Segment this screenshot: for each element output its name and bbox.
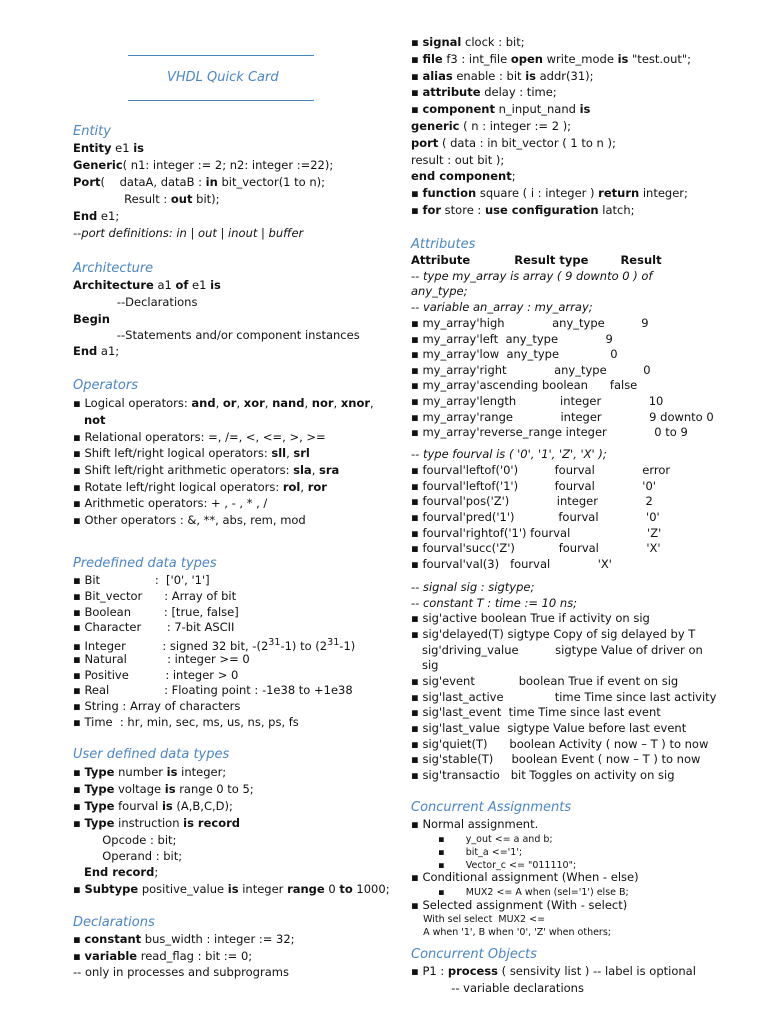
text-line: ▪ Logical operators: and, or, xor, nand, nor, xnor, [73, 396, 374, 410]
text-line: ▪ sig'last_value sigtype Value before last event [411, 721, 687, 735]
text-line: ▪ variable read_flag : bit := 0; [73, 949, 253, 963]
text-line: ▪ sig'transactio bit Toggles on activity on sig [411, 768, 675, 782]
text-line: ▪ Other operators : &, **, abs, rem, mod [73, 513, 306, 527]
text-line: ▪ Relational operators: =, /=, <, <=, >, >= [73, 430, 326, 444]
text-line: Generic( n1: integer := 2; n2: integer :=22); [73, 158, 334, 172]
text-line: ▪ fourval'succ('Z') fourval 'X' [411, 541, 661, 555]
text-line: End a1; [73, 344, 120, 358]
text-line: -- only in processes and subprograms [73, 965, 289, 979]
text-line: ▪ component n_input_nand is [411, 102, 591, 116]
text-line: ▪ MUX2 <= A when (sel='1') else B; [411, 887, 629, 898]
text-line: -- variable an_array : my_array; [411, 300, 593, 314]
text-line: Attribute Result type Result [411, 253, 662, 267]
text-line: ▪ my_array'low any_type 0 [411, 347, 618, 361]
text-line: A when '1', B when '0', 'Z' when others; [411, 927, 611, 938]
text-line: ▪ sig'last_event time Time since last event [411, 705, 661, 719]
section-heading: User defined data types [73, 747, 230, 762]
text-line: ▪ sig'delayed(T) sigtype Copy of sig delayed by T [411, 627, 696, 641]
text-line: ▪ Vector_c <= "011110"; [411, 860, 577, 871]
text-line: ▪ Real : Floating point : -1e38 to +1e38 [73, 683, 353, 697]
text-line: ▪ Shift left/right logical operators: sll, srl [73, 446, 310, 460]
text-line: ▪ Arithmetic operators: + , - , * , / [73, 496, 268, 510]
text-line: ▪ Bit : ['0', '1'] [73, 573, 210, 587]
text-line: ▪ Bit_vector : Array of bit [73, 589, 237, 603]
text-line: ▪ function square ( i : integer ) return integer; [411, 186, 688, 200]
text-line: ▪ Conditional assignment (When - else) [411, 870, 639, 884]
text-line: ▪ Boolean : [true, false] [73, 605, 239, 619]
text-line: result : out bit ); [411, 153, 505, 167]
text-line: ▪ my_array'left any_type 9 [411, 332, 613, 346]
text-line: --port definitions: in | out | inout | buffer [73, 226, 304, 240]
section-heading: Concurrent Assignments [411, 800, 572, 815]
text-line: end component; [411, 169, 516, 183]
text-line: ▪ Natural : integer >= 0 [73, 652, 250, 666]
text-line: ▪ fourval'pos('Z') integer 2 [411, 494, 653, 508]
text-line: ▪ my_array'length integer 10 [411, 394, 664, 408]
text-line: ▪ for store : use configuration latch; [411, 203, 635, 217]
section-heading: Predefined data types [73, 556, 217, 571]
text-line: Port( dataA, dataB : in bit_vector(1 to n); [73, 175, 326, 189]
text-line: generic ( n : integer := 2 ); [411, 119, 572, 133]
text-line: Architecture a1 of e1 is [73, 278, 221, 292]
text-line: -- type my_array is array ( 9 downto 0 ) of [411, 269, 653, 283]
text-line: ▪ fourval'leftof('1') fourval '0' [411, 479, 656, 493]
text-line: ▪ fourval'val(3) fourval 'X' [411, 557, 612, 571]
text-line: ▪ Type instruction is record [73, 816, 241, 830]
text-line: ▪ String : Array of characters [73, 699, 241, 713]
text-line: port ( data : in bit_vector ( 1 to n ); [411, 136, 616, 150]
text-line: not [83, 413, 106, 427]
text-line: -- variable declarations [411, 981, 584, 995]
text-line: Begin [73, 312, 110, 326]
text-line: ▪ y_out <= a and b; [411, 834, 553, 845]
text-line: ▪ fourval'pred('1') fourval '0' [411, 510, 660, 524]
text-line: ▪ Time : hr, min, sec, ms, us, ns, ps, fs [73, 715, 299, 729]
text-line: --Declarations [73, 295, 198, 309]
text-line: Entity e1 is [73, 141, 144, 155]
text-line: ▪ Positive : integer > 0 [73, 668, 239, 682]
text-line: ▪ bit_a <='1'; [411, 847, 523, 858]
page-title: VHDL Quick Card [167, 70, 279, 85]
title-rule-bottom [128, 100, 314, 101]
text-line: sig'driving_value sigtype Value of driver on [411, 643, 703, 657]
text-line: ▪ sig'last_active time Time since last activity [411, 690, 717, 704]
text-line: ▪ constant bus_width : integer := 32; [73, 932, 295, 946]
text-line: ▪ my_array'right any_type 0 [411, 363, 651, 377]
text-line: ▪ Type fourval is (A,B,C,D); [73, 799, 233, 813]
text-line: ▪ sig'active boolean True if activity on sig [411, 611, 650, 625]
text-line: ▪ sig'quiet(T) boolean Activity ( now – T ) to now [411, 737, 709, 751]
section-heading: Concurrent Objects [411, 947, 537, 962]
text-line: With sel select MUX2 <= [411, 914, 546, 925]
text-line: ▪ my_array'ascending boolean false [411, 378, 638, 392]
text-line: ▪ my_array'high any_type 9 [411, 316, 649, 330]
text-line: ▪ signal clock : bit; [411, 35, 525, 49]
text-line: ▪ P1 : process ( sensivity list ) -- label is optional [411, 964, 696, 978]
text-line: ▪ Normal assignment. [411, 817, 539, 831]
text-line: ▪ file f3 : int_file open write_mode is "test.out"; [411, 52, 692, 66]
text-line: ▪ Rotate left/right logical operators: rol, ror [73, 480, 327, 494]
text-line: ▪ Integer : signed 32 bit, $-(2^{31}-1)$ to $(2^{31}-1)$ [73, 637, 356, 653]
section-heading: Entity [73, 124, 111, 139]
title-rule-top [128, 55, 314, 56]
text-line: Result : out bit); [73, 192, 220, 206]
text-line: ▪ Type number is integer; [73, 765, 227, 779]
text-line: --Statements and/or component instances [73, 328, 360, 342]
text-line: End record; [83, 865, 159, 879]
text-line: -- signal sig : sigtype; [411, 580, 535, 594]
text-line: ▪ my_array'range integer 9 downto 0 [411, 410, 714, 424]
text-line: Opcode : bit; [73, 833, 177, 847]
text-line: ▪ Shift left/right arithmetic operators: sla, sra [73, 463, 340, 477]
section-heading: Declarations [73, 915, 155, 930]
text-line: ▪ fourval'leftof('0') fourval error [411, 463, 671, 477]
section-heading: Operators [73, 378, 138, 393]
section-heading: Attributes [411, 237, 476, 252]
text-line: -- constant T : time := 10 ns; [411, 596, 578, 610]
text-line: -- type fourval is ( '0', '1', 'Z', 'X' ); [411, 447, 607, 461]
text-line: ▪ my_array'reverse_range integer 0 to 9 [411, 425, 688, 439]
text-line: any_type; [411, 284, 468, 298]
section-heading: Architecture [73, 261, 154, 276]
text-line: Operand : bit; [73, 849, 183, 863]
text-line: ▪ Type voltage is range 0 to 5; [73, 782, 254, 796]
text-line: ▪ sig'event boolean True if event on sig [411, 674, 679, 688]
text-line: ▪ Character : 7-bit ASCII [73, 620, 235, 634]
text-line: End e1; [73, 209, 120, 223]
text-line: ▪ sig'stable(T) boolean Event ( now – T ) to now [411, 752, 701, 766]
text-line: sig [411, 658, 439, 672]
text-line: ▪ Subtype positive_value is integer range 0 to 1000; [73, 882, 390, 896]
text-line: ▪ alias enable : bit is addr(31); [411, 69, 594, 83]
text-line: ▪ Selected assignment (With - select) [411, 898, 628, 912]
text-line: ▪ fourval'rightof('1') fourval 'Z' [411, 526, 662, 540]
text-line: ▪ attribute delay : time; [411, 85, 557, 99]
